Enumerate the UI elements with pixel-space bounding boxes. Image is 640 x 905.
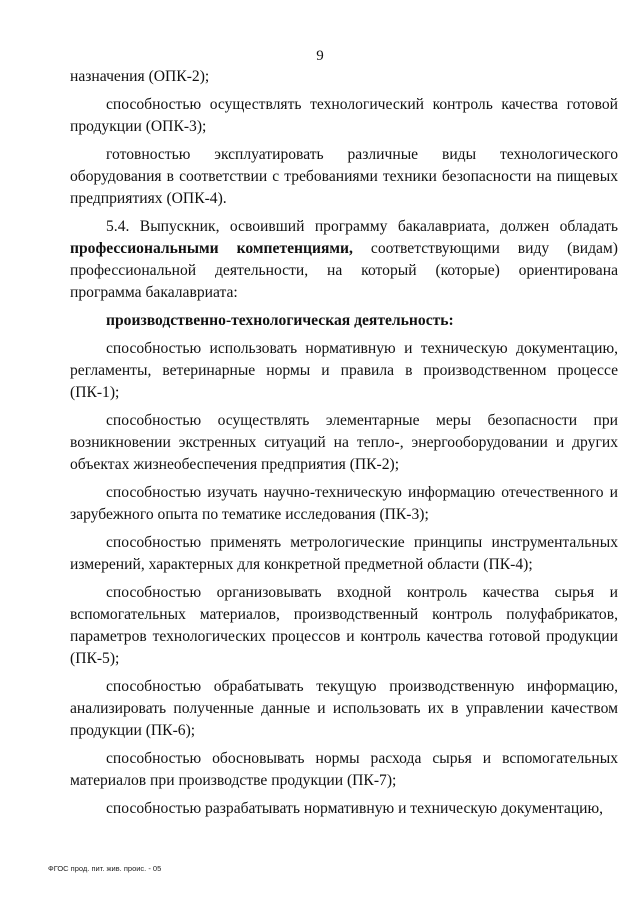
paragraph-section-5-4 [70, 216, 618, 304]
section-5-4-bold: профессиональными компетенциями, [70, 240, 353, 257]
competency-pk3: способностью изучать научно-техническую информацию отечественного и зарубежного опыта по тематике исследования (ПК-3); [70, 484, 618, 523]
paragraph-opk3: способностью осуществлять технологический контроль качества готовой продукции (ОПК-3); [70, 96, 618, 135]
section-5-4-lead: 5.4. Выпускник, освоивший программу бакалавриата, должен обладать [106, 218, 618, 235]
competency-pk1: способностью использовать нормативную и техническую документацию, регламенты, ветеринарные нормы и правила в производственном процессе (ПК-1); [70, 340, 618, 401]
competency-pk4: способностью применять метрологические принципы инструментальных измерений, характерных для конкретной предметной области (ПК-4); [70, 534, 618, 573]
document-body [70, 66, 618, 826]
activity-heading: производственно-технологическая деятельность: [106, 312, 454, 329]
competency-pk7: способностью обосновывать нормы расхода сырья и вспомогательных материалов при производстве продукции (ПК-7); [70, 750, 618, 789]
section-5-4-rest: соответствующими виду (видам) профессиональной деятельности, на который (которые) ориентирована программа бакалавриата: [70, 240, 618, 301]
competency-pk5: способностью организовывать входной контроль качества сырья и вспомогательных материалов, производственный контроль полуфабрикатов, параметров технологических процессов и контроль качества готовой продукции (ПК-5); [70, 584, 618, 667]
competency-pk8-start: способностью разрабатывать нормативную и техническую документацию, [106, 800, 604, 817]
competency-pk6: способностью обрабатывать текущую производственную информацию, анализировать полученные данные и использовать их в управлении качеством продукции (ПК-6); [70, 678, 618, 739]
competency-pk2: способностью осуществлять элементарные меры безопасности при возникновении экстренных ситуаций на тепло-, энергооборудовании и других объектах жизнеобеспечения предприятия (ПК-2); [70, 412, 618, 473]
page-number: 9 [316, 48, 324, 64]
paragraph-opk4: готовностью эксплуатировать различные виды технологического оборудования в соответствии с требованиями техники безопасности на пищевых предприятиях (ОПК-4). [70, 146, 618, 207]
paragraph-opk2-tail: назначения (ОПК-2); [70, 68, 210, 85]
footer-note: ФГОС прод. пит. жив. проис. - 05 [48, 864, 162, 873]
